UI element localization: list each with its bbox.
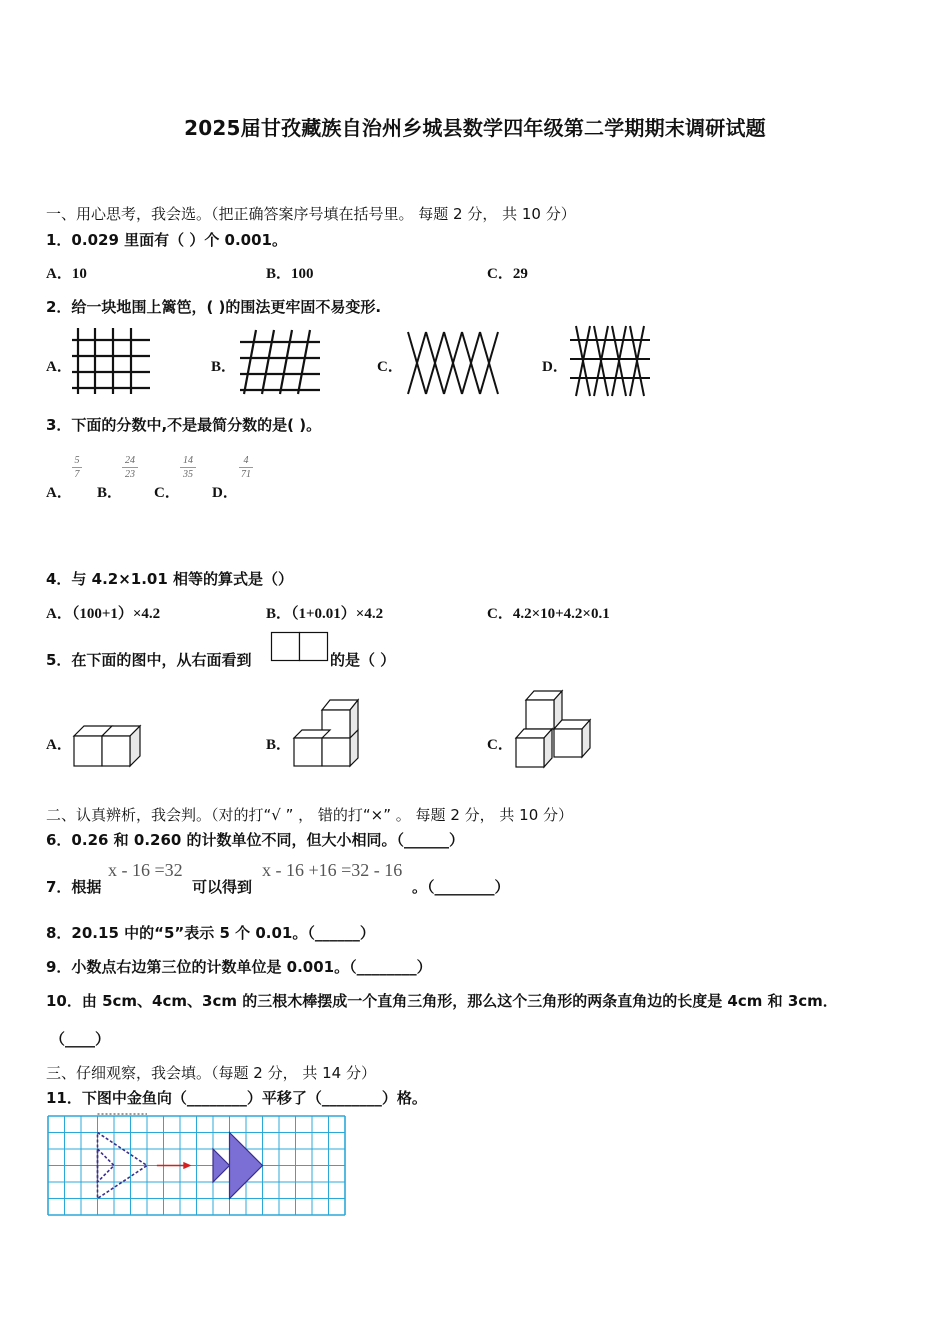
question-4: 4．与 4.2×1.01 相等的算式是（） [46, 570, 294, 588]
q4-option-b: B．（1+0.01）×4.2 [266, 606, 384, 622]
arrow-head-icon [183, 1162, 191, 1169]
q5-right-view-shape [271, 632, 331, 662]
q2-label-b: B． [211, 359, 237, 375]
q11-fish-translation-grid [47, 1115, 345, 1217]
q1-option-a: A．10 [46, 266, 87, 282]
q5-label-c: C． [487, 737, 513, 753]
section-2-heading: 二、认真辨析，我会判。（对的打“√ ” ， 错的打“×” 。 每题 2 分， 共 10 分） [46, 806, 574, 824]
section-1-heading: 一、用心思考，我会选。（把正确答案序号填在括号里。 每题 2 分， 共 10 分） [46, 205, 576, 223]
question-7-middle: 可以得到 [192, 878, 253, 896]
fence-d-mixed-lattice [570, 326, 652, 396]
q3-label-b: B． [97, 485, 123, 501]
fence-c-triangle-lattice [406, 332, 502, 396]
question-11: 11．下图中金鱼向（________）平移了（________）格。 [46, 1089, 427, 1107]
page-title: 2025届甘孜藏族自治州乡城县数学四年级第二学期期末调研试题 [184, 116, 766, 140]
q7-equation-1: x - 16 =32 [108, 860, 183, 880]
q1-option-c: C．29 [487, 266, 528, 282]
question-6: 6．0.26 和 0.260 的计数单位不同，但大小相同。（______） [46, 831, 465, 849]
moved-fish-tail [213, 1149, 230, 1182]
q3-fraction-b: 24 23 [122, 455, 138, 480]
question-5-suffix: 的是（ ） [330, 651, 396, 669]
q7-equation-2: x - 16 +16 =32 - 16 [262, 860, 403, 880]
question-10: 10．由 5cm、4cm、3cm 的三根木棒摆成一个直角三角形，那么这个三角形的两条直角边的长度是 4cm 和 3cm． [46, 992, 838, 1010]
question-1: 1．0.029 里面有（ ）个 0.001。 [46, 231, 287, 249]
q3-fraction-a: 5 7 [72, 455, 82, 480]
q5-cube-figure-a [72, 716, 154, 770]
q3-fraction-c: 14 35 [180, 455, 196, 480]
q5-cube-figure-c [514, 688, 596, 770]
q2-label-d: D． [542, 359, 568, 375]
question-10-blank: （____） [50, 1030, 111, 1048]
question-7-prefix: 7．根据 [46, 878, 102, 896]
q3-label-a: A． [46, 485, 72, 501]
section-3-heading: 三、仔细观察，我会填。（每题 2 分， 共 14 分） [46, 1064, 376, 1082]
q3-label-d: D． [212, 485, 238, 501]
question-5-prefix: 5．在下面的图中，从右面看到 [46, 651, 252, 669]
fence-a-square-grid [72, 328, 152, 396]
q4-option-a: A．（100+1）×4.2 [46, 606, 161, 622]
q5-label-a: A． [46, 737, 72, 753]
q5-cube-figure-b [292, 698, 364, 770]
q2-label-c: C． [377, 359, 403, 375]
q1-option-b: B．100 [266, 266, 314, 282]
question-8: 8．20.15 中的“5”表示 5 个 0.01。（______） [46, 924, 375, 942]
question-3: 3．下面的分数中,不是最简分数的是( )。 [46, 416, 322, 434]
question-9: 9．小数点右边第三位的计数单位是 0.001。（________） [46, 958, 432, 976]
q5-label-b: B． [266, 737, 292, 753]
question-2: 2．给一块地围上篱笆，( )的围法更牢固不易变形. [46, 298, 382, 316]
question-7-suffix: 。（________） [412, 878, 510, 896]
q4-option-c: C．4.2×10+4.2×0.1 [487, 606, 610, 622]
fence-b-parallelogram-grid [240, 328, 322, 396]
q3-label-c: C． [154, 485, 180, 501]
q3-fraction-d: 4 71 [241, 455, 251, 480]
q2-label-a: A． [46, 359, 72, 375]
